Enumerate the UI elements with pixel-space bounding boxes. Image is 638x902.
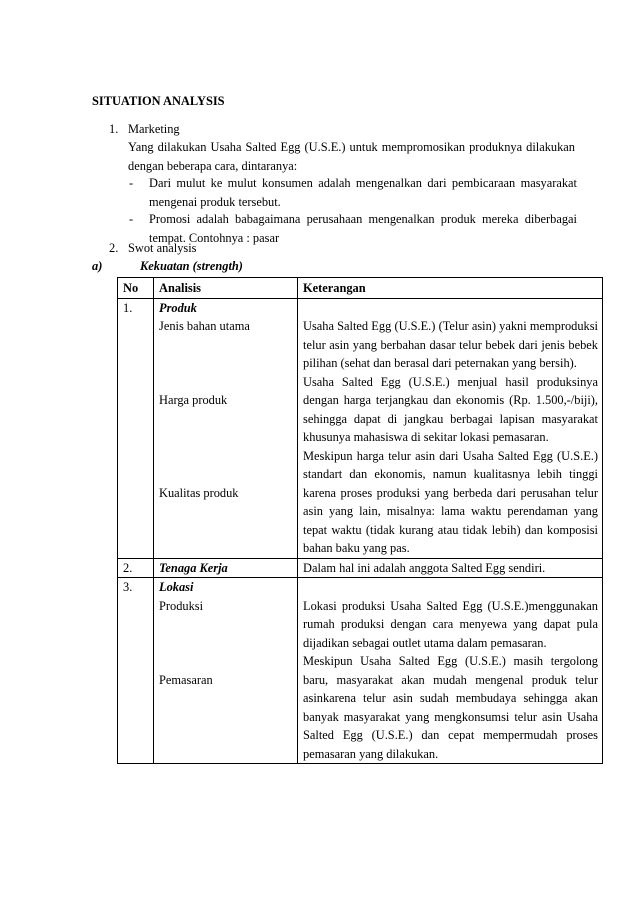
keterangan-text: Dalam hal ini adalah anggota Salted Egg sendiri. [303,560,546,575]
analisis-cell [154,298,298,558]
category-label: Produk [159,300,197,315]
subsection-title: Kekuatan (strength) [140,259,243,273]
row-number: 3. [118,578,154,764]
analisis-cell [154,558,298,578]
list-label: Marketing [128,122,180,136]
bullet-dash: - [129,176,134,190]
keterangan-cell [298,298,603,558]
keterangan-text: Meskipun harga telur asin dari Usaha Salted Egg (U.S.E.) standart dan ekonomis, namun kualitasnya lebih tinggi karena proses produksi yang berbeda dari perusahan telur asin yang lain, misalnya: lama waktu perendaman yang tepat waktu (tidak kurang atau tidak lebih) dan komposisi bahan baku yang pas. [303,448,598,555]
marketing-paragraph: Yang dilakukan Usaha Salted Egg (U.S.E.) untuk mempromosikan produknya dilakukan dengan beberapa cara, dintaranya: [128,140,575,173]
keterangan-cell [298,558,603,578]
table-header-row [118,278,603,299]
table-row [118,578,603,764]
keterangan-text: Usaha Salted Egg (U.S.E.) (Telur asin) yakni memproduksi telur asin yang berbahan dasar telur bebek dari jenis bebek pilihan (sehat dan berasal dari peternakan yang bersih). [303,319,598,370]
analisis-item: Pemasaran [159,672,213,687]
keterangan-text: Meskipun Usaha Salted Egg (U.S.E.) masih tergolong baru, masyarakat akan mudah mengenal produk telur asinkarena telur asin sudah membudaya sehingga akan banyak masyarakat yang mengkonsumsi telur asin Usaha Salted Egg (U.S.E.) dan cepat mempermudah proses pemasaran yang dilakukan. [303,654,598,761]
row-number: 1. [118,298,154,558]
list-number: 1. [109,122,119,136]
bullet-dash: - [129,212,134,226]
header-keterangan: Keterangan [298,278,603,299]
header-analisis: Analisis [154,278,298,299]
analisis-item: Kualitas produk [159,485,239,500]
bullet-text: Promosi adalah babagaimana perusahaan mengenalkan produk mereka diberbagai tempat. Contohnya : pasar [149,212,577,245]
category-label: Lokasi [159,580,194,594]
analisis-item: Produksi [159,598,204,613]
keterangan-text: Usaha Salted Egg (U.S.E.) menjual hasil produksinya dengan harga terjangkau dan ekonomis (Rp. 1.500,-/biji), sehingga dapat di jangkau berbagai lapisan masyarakat khusunya mahasiswa di sekitar lokasi pemasaran. [303,374,598,444]
keterangan-text: Lokasi produksi Usaha Salted Egg (U.S.E.)menggunakan rumah produksi dengan cara menyewa yang dapat pula dijadikan sebagai outlet utama dalam pemasaran. [303,598,598,650]
list-number: 2. [109,241,119,255]
analisis-item: Harga produk [159,393,228,407]
analisis-item: Jenis bahan utama [159,319,250,333]
section-title: SITUATION ANALYSIS [92,94,225,108]
bullet-text: Dari mulut ke mulut konsumen adalah mengenalkan dari pembicaraan masyarakat mengenai produk tersebut. [149,176,577,209]
table-row [118,558,603,578]
keterangan-cell [298,578,603,764]
list-label: Swot analysis [128,241,197,255]
subsection-letter: a) [92,259,103,273]
analisis-cell [154,578,298,764]
swot-table [117,277,603,764]
category-label: Tenaga Kerja [159,560,228,575]
header-no: No [118,278,154,299]
table-row [118,298,603,558]
row-number: 2. [118,558,154,578]
